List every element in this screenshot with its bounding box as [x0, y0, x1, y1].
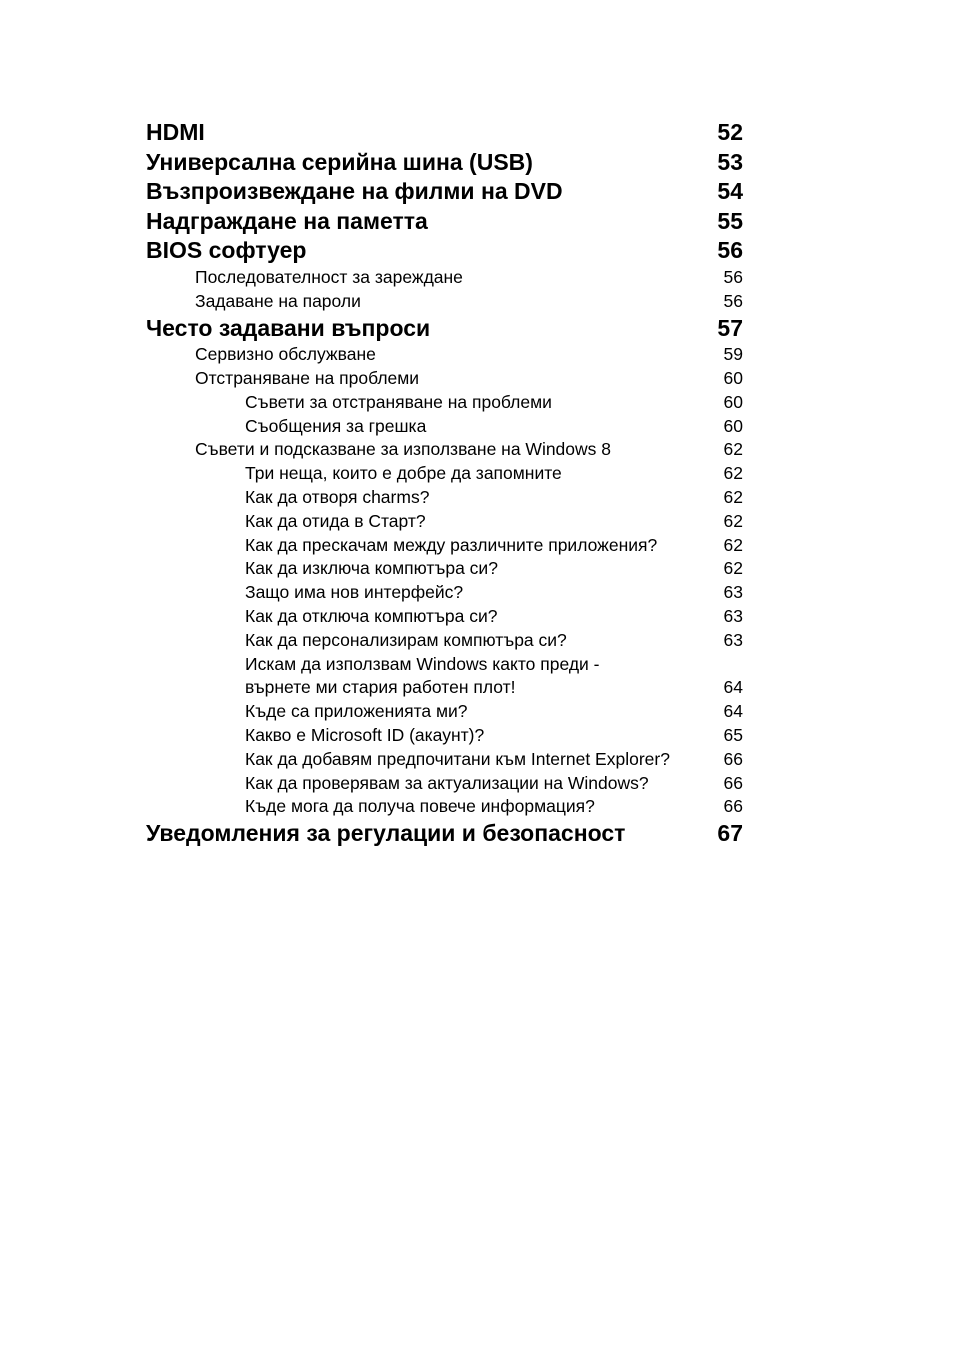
toc-entry-title: Възпроизвеждане на филми на DVD — [146, 178, 563, 205]
toc-entry[interactable] — [146, 772, 743, 796]
toc-entry-page: 57 — [717, 314, 743, 341]
toc-entry-title: Къде мога да получа повече информация? — [245, 796, 595, 817]
toc-entry[interactable] — [146, 676, 743, 700]
toc-entry-page: 62 — [723, 486, 743, 507]
toc-entry[interactable] — [146, 290, 743, 314]
toc-entry-title: върнете ми стария работен плот! — [245, 677, 516, 698]
toc-entry-page: 59 — [723, 344, 743, 365]
toc-entry-page: 60 — [723, 415, 743, 436]
toc-entry[interactable] — [146, 724, 743, 748]
table-of-contents — [146, 118, 743, 849]
toc-entry-title: Как да изключа компютъра си? — [245, 558, 498, 579]
toc-entry[interactable] — [146, 236, 743, 266]
toc-entry-page: 60 — [723, 367, 743, 388]
toc-entry-page: 63 — [723, 629, 743, 650]
toc-entry[interactable] — [146, 653, 743, 677]
toc-entry-title: Отстраняване на проблеми — [195, 367, 420, 388]
toc-entry-title: Как да отворя charms? — [245, 486, 430, 507]
toc-entry[interactable] — [146, 266, 743, 290]
toc-entry[interactable] — [146, 314, 743, 344]
toc-entry[interactable] — [146, 148, 743, 178]
toc-entry[interactable] — [146, 795, 743, 819]
toc-entry-page: 54 — [717, 178, 743, 205]
toc-entry-page: 62 — [723, 463, 743, 484]
toc-entry[interactable] — [146, 177, 743, 207]
toc-entry-page: 56 — [717, 237, 743, 264]
toc-entry[interactable] — [146, 486, 743, 510]
toc-entry-page: 62 — [723, 534, 743, 555]
toc-entry-page: 62 — [723, 439, 743, 460]
toc-entry[interactable] — [146, 438, 743, 462]
toc-entry[interactable] — [146, 534, 743, 558]
toc-entry-title: Как да отключа компютъра си? — [245, 605, 498, 626]
toc-entry-title: HDMI — [146, 119, 205, 145]
toc-entry-title: Как да отида в Старт? — [245, 510, 426, 531]
toc-entry[interactable] — [146, 605, 743, 629]
toc-entry-title: Искам да използвам Windows както преди - — [245, 653, 600, 674]
toc-entry-page: 63 — [723, 605, 743, 626]
toc-entry[interactable] — [146, 391, 743, 415]
toc-entry[interactable] — [146, 581, 743, 605]
toc-entry-page: 53 — [717, 148, 743, 175]
toc-entry-title: Съобщения за грешка — [245, 415, 427, 436]
toc-entry-page: 62 — [723, 558, 743, 579]
toc-entry-page: 66 — [723, 772, 743, 793]
toc-entry-title: Универсална серийна шина (USB) — [146, 148, 533, 175]
toc-entry-page: 65 — [723, 724, 743, 745]
toc-entry-page: 60 — [723, 391, 743, 412]
toc-entry[interactable] — [146, 207, 743, 237]
toc-entry-title: Как да проверявам за актуализации на Windows? — [245, 772, 649, 793]
toc-entry-title: Какво е Microsoft ID (акаунт)? — [245, 724, 485, 745]
toc-entry-title: Как да прескачам между различните приложения? — [245, 534, 658, 555]
toc-entry[interactable] — [146, 343, 743, 367]
toc-entry[interactable] — [146, 510, 743, 534]
toc-entry-title: BIOS софтуер — [146, 237, 307, 264]
toc-entry-title: Сервизно обслужване — [195, 344, 376, 365]
toc-entry-title: Надграждане на паметта — [146, 207, 428, 234]
toc-entry-title: Съвети за отстраняване на проблеми — [245, 391, 552, 412]
toc-entry-title: Често задавани въпроси — [146, 314, 431, 341]
toc-entry-page: 63 — [723, 582, 743, 603]
toc-entry[interactable] — [146, 557, 743, 581]
toc-entry[interactable] — [146, 462, 743, 486]
toc-entry-page: 56 — [723, 266, 743, 287]
toc-entry-page: 64 — [723, 677, 743, 698]
toc-entry[interactable] — [146, 367, 743, 391]
toc-entry-page: 55 — [717, 207, 743, 234]
toc-entry-page: 52 — [717, 119, 743, 145]
toc-entry[interactable] — [146, 629, 743, 653]
toc-entry-page: 66 — [723, 748, 743, 769]
toc-entry-title: Къде са приложенията ми? — [245, 701, 468, 722]
toc-entry-title: Съвети и подсказване за използване на Windows 8 — [195, 439, 612, 460]
toc-entry-page: 62 — [723, 510, 743, 531]
toc-entry[interactable] — [146, 748, 743, 772]
toc-entry-title: Три неща, които е добре да запомните — [245, 463, 562, 484]
toc-entry-title: Уведомления за регулации и безопасност — [146, 820, 626, 847]
toc-entry[interactable] — [146, 700, 743, 724]
toc-entry-page: 67 — [717, 820, 743, 847]
toc-entry-title: Как да персонализирам компютъра си? — [245, 629, 567, 650]
toc-entry-page: 64 — [723, 701, 743, 722]
toc-entry-page: 56 — [723, 290, 743, 311]
toc-entry[interactable] — [146, 819, 743, 849]
toc-entry[interactable] — [146, 118, 743, 148]
toc-entry-page: 66 — [723, 796, 743, 817]
toc-entry-title: Последователност за зареждане — [195, 266, 463, 287]
toc-entry[interactable] — [146, 415, 743, 439]
toc-entry-title: Как да добавям предпочитани към Internet Explorer? — [245, 748, 670, 769]
toc-entry-title: Задаване на пароли — [195, 290, 361, 311]
toc-entry-title: Защо има нов интерфейс? — [245, 582, 464, 603]
